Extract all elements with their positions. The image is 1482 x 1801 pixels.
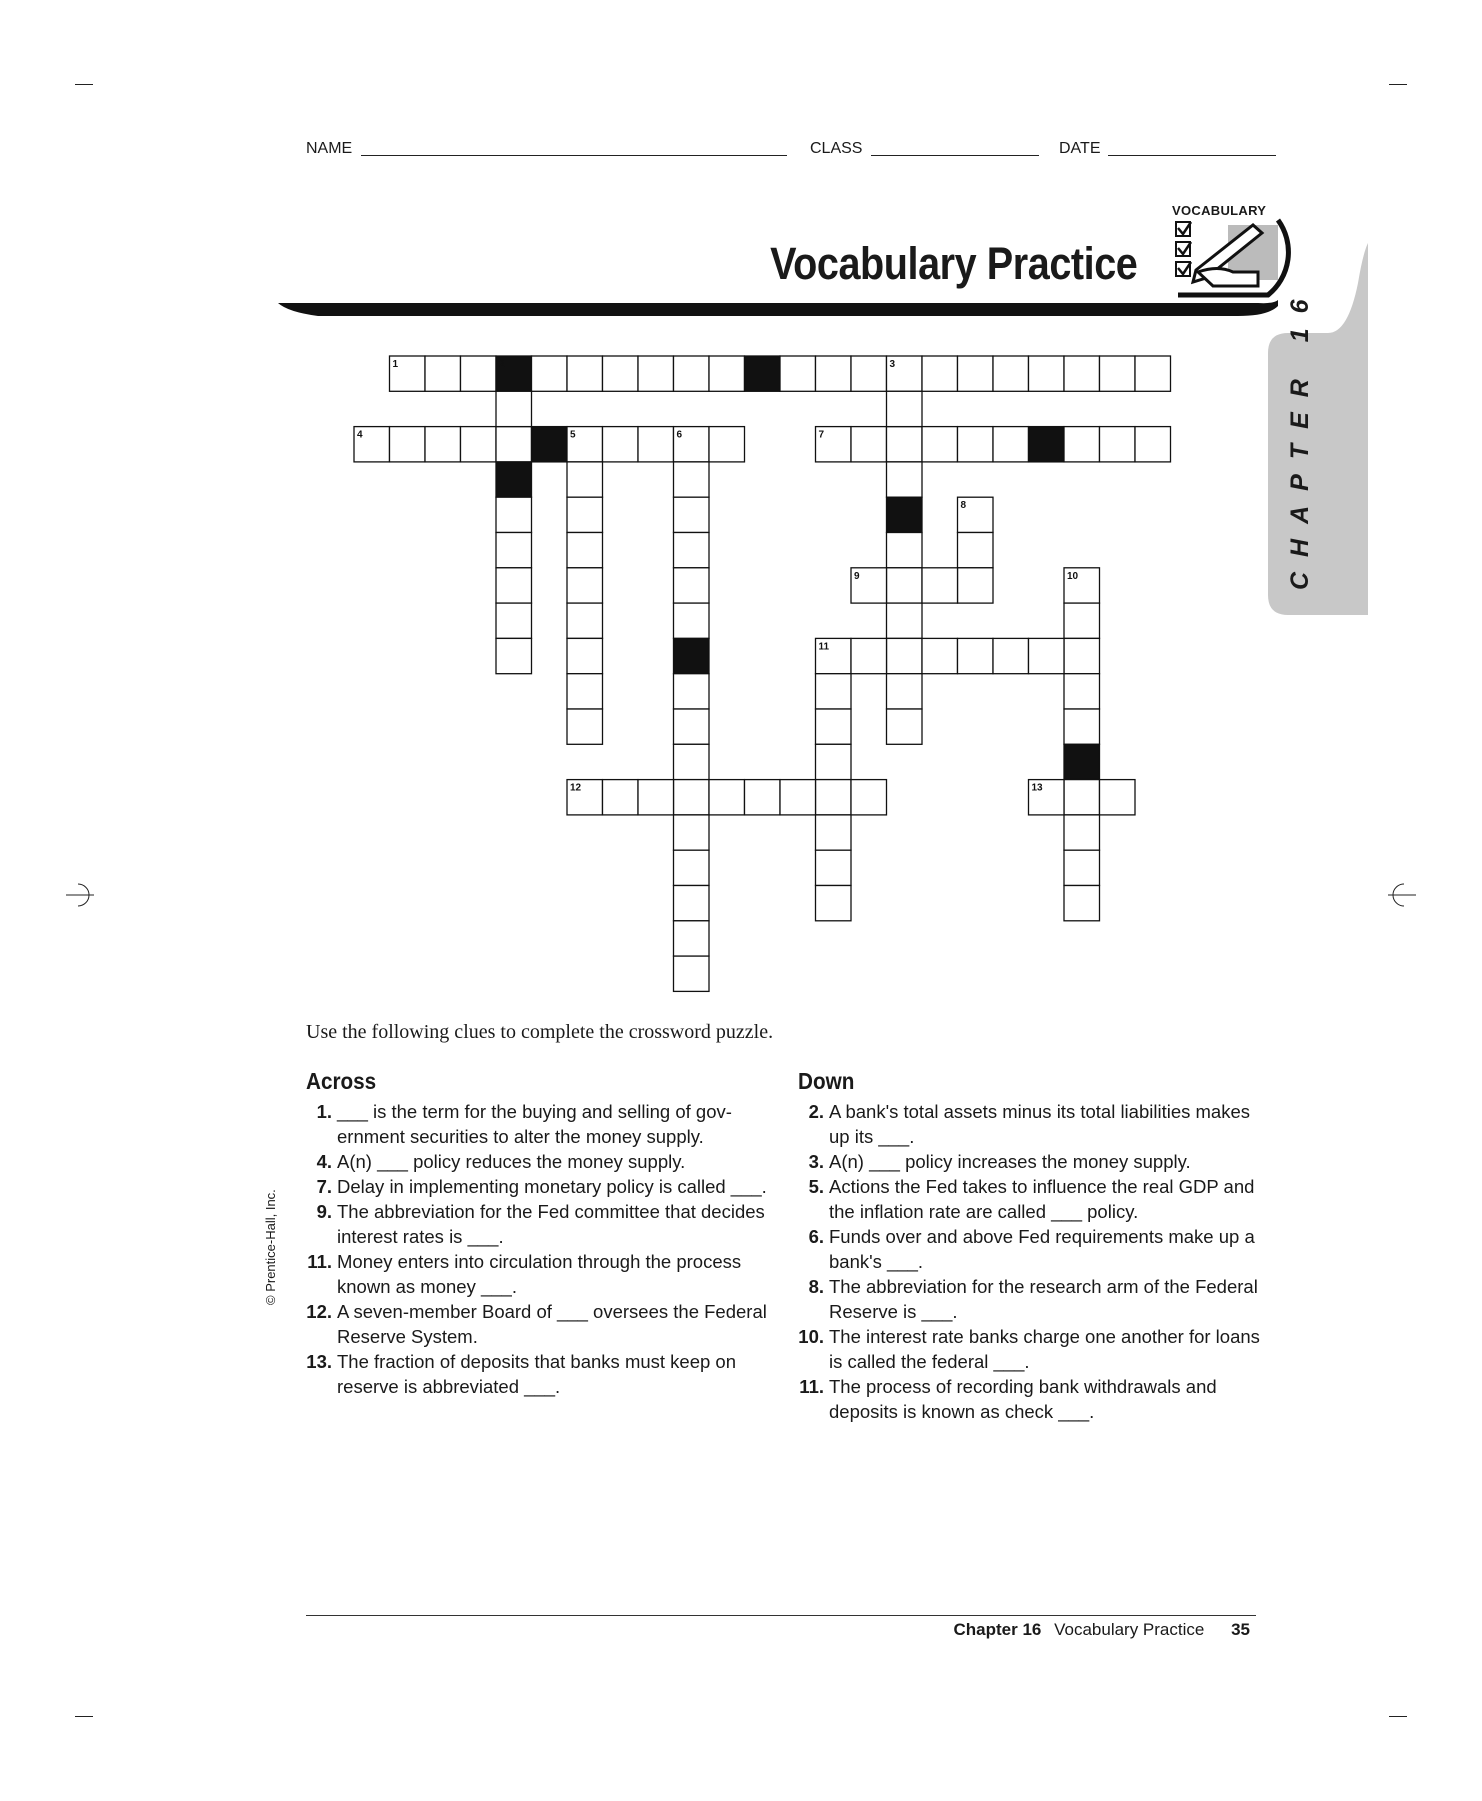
crossword-number: 6 [676, 429, 683, 441]
crossword-cell[interactable] [958, 638, 994, 673]
crossword-cell[interactable] [496, 391, 532, 426]
crossword-cell[interactable] [887, 356, 923, 391]
crossword-cell[interactable] [816, 850, 852, 885]
crossword-cell[interactable] [496, 497, 532, 532]
crossword-cell[interactable] [674, 744, 710, 779]
crossword-cell[interactable] [567, 568, 603, 603]
crossword-cell[interactable] [674, 533, 710, 568]
crossword-cell[interactable] [567, 497, 603, 532]
page-number: 35 [1231, 1620, 1250, 1639]
crossword-cell[interactable] [1100, 427, 1136, 462]
crossword-cell[interactable] [1029, 638, 1065, 673]
clue-item [306, 1299, 776, 1349]
crossword-cell[interactable] [1064, 674, 1100, 709]
crossword-cell[interactable] [1064, 603, 1100, 638]
crossword-cell[interactable] [1135, 427, 1171, 462]
crossword-cell[interactable] [425, 427, 461, 462]
crossword-cell[interactable] [993, 356, 1029, 391]
crossword-cell[interactable] [816, 744, 852, 779]
crossword-cell[interactable] [993, 427, 1029, 462]
crossword-number: 10 [1067, 570, 1079, 582]
crossword-cell[interactable] [709, 780, 745, 815]
crossword-cell[interactable] [1029, 780, 1065, 815]
crossword-block [1064, 744, 1100, 779]
crossword-cell[interactable] [816, 356, 852, 391]
crossword-cell[interactable] [1064, 356, 1100, 391]
crossword-cell[interactable] [780, 780, 816, 815]
clue-number: 2. [808, 1101, 824, 1122]
crossword-cell[interactable] [674, 497, 710, 532]
crossword-cell[interactable] [1064, 780, 1100, 815]
crossword-cell[interactable] [958, 533, 994, 568]
crossword-cell[interactable] [958, 356, 994, 391]
crossword-cell[interactable] [461, 427, 497, 462]
crossword-number: 3 [889, 359, 896, 370]
clue-text: A bank's total assets minus its total liabilities makes up its ___. [829, 1101, 1250, 1147]
crossword-cell[interactable] [958, 497, 994, 532]
clue-item [798, 1374, 1268, 1424]
clue-number: 5. [808, 1176, 824, 1197]
crossword-cell[interactable] [354, 427, 390, 462]
crossword-cell[interactable] [1135, 356, 1171, 391]
crossword-cell[interactable] [709, 356, 745, 391]
footer-section: Vocabulary Practice [1054, 1620, 1205, 1639]
crossword-cell[interactable] [674, 427, 710, 462]
crossword-cell[interactable] [496, 603, 532, 638]
registration-mark [1386, 880, 1416, 910]
crossword-cell[interactable] [958, 568, 994, 603]
clue-item [306, 1349, 776, 1399]
crossword-cell[interactable] [674, 674, 710, 709]
date-field[interactable] [1108, 155, 1276, 156]
crossword-cell[interactable] [496, 638, 532, 673]
crossword-cell[interactable] [674, 568, 710, 603]
crop-mark [1389, 1716, 1407, 1717]
clue-number: 3. [808, 1151, 824, 1172]
crossword-cell[interactable] [638, 356, 674, 391]
crossword-cell[interactable] [887, 674, 923, 709]
crossword-cell[interactable] [816, 427, 852, 462]
crossword-cell[interactable] [674, 603, 710, 638]
clue-text: The interest rate banks charge one another for loans is called the federal ___. [829, 1326, 1260, 1372]
clue-text: A(n) ___ policy reduces the money supply. [337, 1151, 686, 1172]
page-title: Vocabulary Practice [769, 238, 1137, 289]
crossword-cell[interactable] [567, 603, 603, 638]
crossword-cell[interactable] [567, 780, 603, 815]
crossword-cell[interactable] [1064, 427, 1100, 462]
crossword-cell[interactable] [816, 709, 852, 744]
crossword-cell[interactable] [1064, 568, 1100, 603]
crossword-cell[interactable] [780, 356, 816, 391]
down-heading: Down [798, 1068, 855, 1094]
clue-number: 1. [316, 1101, 332, 1122]
crossword-cell[interactable] [993, 638, 1029, 673]
crossword-cell[interactable] [958, 427, 994, 462]
clue-item [798, 1149, 1268, 1174]
crossword-cell[interactable] [603, 427, 639, 462]
clue-number: 12. [306, 1301, 332, 1322]
crossword-block [745, 356, 781, 391]
crossword-cell[interactable] [567, 638, 603, 673]
clue-text: The abbreviation for the Fed committee that decides interest rates is ___. [337, 1201, 765, 1247]
class-label: CLASS [810, 140, 863, 157]
clue-number: 4. [316, 1151, 332, 1172]
crossword-cell[interactable] [496, 568, 532, 603]
clue-number: 7. [316, 1176, 332, 1197]
crossword-cell[interactable] [567, 356, 603, 391]
crossword-cell[interactable] [425, 356, 461, 391]
crossword-cell[interactable] [496, 533, 532, 568]
name-label: NAME [306, 140, 353, 157]
clue-number: 11. [799, 1376, 824, 1397]
crossword-cell[interactable] [887, 427, 923, 462]
crossword-cell[interactable] [1064, 886, 1100, 921]
clue-number: 10. [798, 1326, 824, 1347]
clue-item [306, 1149, 776, 1174]
chapter-tab [1268, 243, 1368, 615]
title-rule [278, 300, 1278, 318]
crossword-cell[interactable] [1064, 638, 1100, 673]
crossword-cell[interactable] [567, 427, 603, 462]
crossword-cell[interactable] [1100, 356, 1136, 391]
crossword-cell[interactable] [674, 886, 710, 921]
crossword-cell[interactable] [674, 956, 710, 991]
clue-item [306, 1174, 776, 1199]
clue-number: 11. [307, 1251, 332, 1272]
clue-text: Money enters into circulation through the process known as money ___. [337, 1251, 742, 1297]
clue-item [798, 1224, 1268, 1274]
clue-text: Actions the Fed takes to influence the real GDP and the inflation rate are called ___ policy. [829, 1176, 1255, 1222]
crossword-cell[interactable] [674, 921, 710, 956]
crossword-number: 7 [818, 429, 825, 441]
crossword-cell[interactable] [745, 780, 781, 815]
crossword-cell[interactable] [638, 427, 674, 462]
crossword-cell[interactable] [603, 356, 639, 391]
crossword-cell[interactable] [887, 462, 923, 497]
crossword-cell[interactable] [1100, 780, 1136, 815]
crossword-cell[interactable] [1064, 815, 1100, 850]
date-label: DATE [1059, 140, 1101, 157]
footer-rule [306, 1615, 1256, 1616]
crossword-cell[interactable] [567, 674, 603, 709]
registration-mark [66, 880, 96, 910]
crossword-cell[interactable] [390, 356, 426, 391]
across-heading: Across [306, 1068, 377, 1094]
crossword-cell[interactable] [816, 780, 852, 815]
crossword-cell[interactable] [922, 356, 958, 391]
crossword-cell[interactable] [816, 638, 852, 673]
crossword-cell[interactable] [816, 886, 852, 921]
crossword-block [674, 638, 710, 673]
crossword-cell[interactable] [887, 533, 923, 568]
crossword-cell[interactable] [567, 533, 603, 568]
crossword-cell[interactable] [887, 391, 923, 426]
down-clues [798, 1068, 1268, 1424]
crossword-cell[interactable] [674, 709, 710, 744]
clue-text: The abbreviation for the research arm of the Federal Reserve is ___. [829, 1276, 1258, 1322]
crossword-cell[interactable] [922, 427, 958, 462]
crossword-number: 9 [854, 570, 860, 582]
clue-text: The process of recording bank withdrawals and deposits is known as check ___. [829, 1376, 1217, 1422]
crossword-cell[interactable] [816, 815, 852, 850]
crop-mark [1389, 84, 1407, 85]
crossword-block [532, 427, 568, 462]
crossword-cell[interactable] [851, 356, 887, 391]
instructions: Use the following clues to complete the crossword puzzle. [306, 1021, 774, 1043]
clue-item [306, 1249, 776, 1299]
crossword-cell[interactable] [461, 356, 497, 391]
crossword-number: 5 [570, 429, 576, 441]
crossword-cell[interactable] [851, 427, 887, 462]
crossword-number: 2 [499, 359, 505, 370]
crossword-cell[interactable] [709, 427, 745, 462]
footer [953, 1620, 1250, 1640]
clue-number: 8. [808, 1276, 824, 1297]
clue-item [798, 1324, 1268, 1374]
crossword-cell[interactable] [603, 780, 639, 815]
crossword-cell[interactable] [496, 427, 532, 462]
crossword-cell[interactable] [674, 780, 710, 815]
crossword-cell[interactable] [674, 462, 710, 497]
clue-text: A seven-member Board of ___ oversees the Federal Reserve System. [337, 1301, 767, 1347]
crossword-cell[interactable] [390, 427, 426, 462]
crossword-number: 11 [818, 641, 830, 653]
crossword-number: 1 [392, 359, 399, 370]
crossword-cell[interactable] [887, 638, 923, 673]
crossword-cell[interactable] [1029, 356, 1065, 391]
crossword-block [496, 356, 532, 391]
crossword-cell[interactable] [567, 462, 603, 497]
clue-item [798, 1274, 1268, 1324]
chapter-tab-label: CHAPTER 16 [1286, 284, 1314, 590]
badge-label: VOCABULARY [1172, 203, 1267, 218]
clue-item [798, 1174, 1268, 1224]
crossword-cell[interactable] [638, 780, 674, 815]
across-clues [306, 1068, 776, 1399]
copyright: © Prentice-Hall, Inc. [263, 1189, 278, 1305]
crossword-cell[interactable] [1064, 850, 1100, 885]
crossword-number: 8 [960, 500, 967, 512]
clue-item [798, 1099, 1268, 1149]
crossword-cell[interactable] [674, 815, 710, 850]
clue-item [306, 1099, 776, 1149]
crossword-block [1029, 427, 1065, 462]
clue-item [306, 1199, 776, 1249]
name-field[interactable] [361, 155, 787, 156]
crossword-cell[interactable] [887, 709, 923, 744]
crossword-cell[interactable] [922, 638, 958, 673]
clue-text: Funds over and above Fed requirements make up a bank's ___. [829, 1226, 1255, 1272]
clue-text: The fraction of deposits that banks must keep on reserve is abbreviated ___. [337, 1351, 737, 1397]
clue-text: Delay in implementing monetary policy is called ___. [337, 1176, 767, 1197]
footer-chapter: Chapter 16 [953, 1620, 1042, 1639]
crossword-cell[interactable] [1064, 709, 1100, 744]
crossword-cell[interactable] [851, 568, 887, 603]
class-field[interactable] [871, 155, 1039, 156]
crossword-cell[interactable] [674, 850, 710, 885]
clue-text: A(n) ___ policy increases the money supply. [829, 1151, 1191, 1172]
crossword-cell[interactable] [851, 780, 887, 815]
crossword-cell[interactable] [851, 638, 887, 673]
crossword-number: 13 [1031, 782, 1043, 794]
clue-text: ___ is the term for the buying and selling of gov-ernment securities to alter the money supply. [337, 1101, 732, 1147]
crossword-cell[interactable] [567, 709, 603, 744]
crossword-cell[interactable] [887, 568, 923, 603]
crossword-cell[interactable] [922, 568, 958, 603]
crossword-block [496, 462, 532, 497]
clue-number: 6. [808, 1226, 824, 1247]
crossword-number: 4 [357, 429, 363, 441]
clue-number: 13. [306, 1351, 332, 1372]
crop-mark [75, 1716, 93, 1717]
crossword-cell[interactable] [674, 356, 710, 391]
crop-mark [75, 84, 93, 85]
crossword-cell[interactable] [887, 603, 923, 638]
clue-number: 9. [316, 1201, 332, 1222]
crossword-block [887, 497, 923, 532]
crossword-cell[interactable] [532, 356, 568, 391]
crossword-number: 12 [570, 782, 582, 794]
crossword-cell[interactable] [816, 674, 852, 709]
